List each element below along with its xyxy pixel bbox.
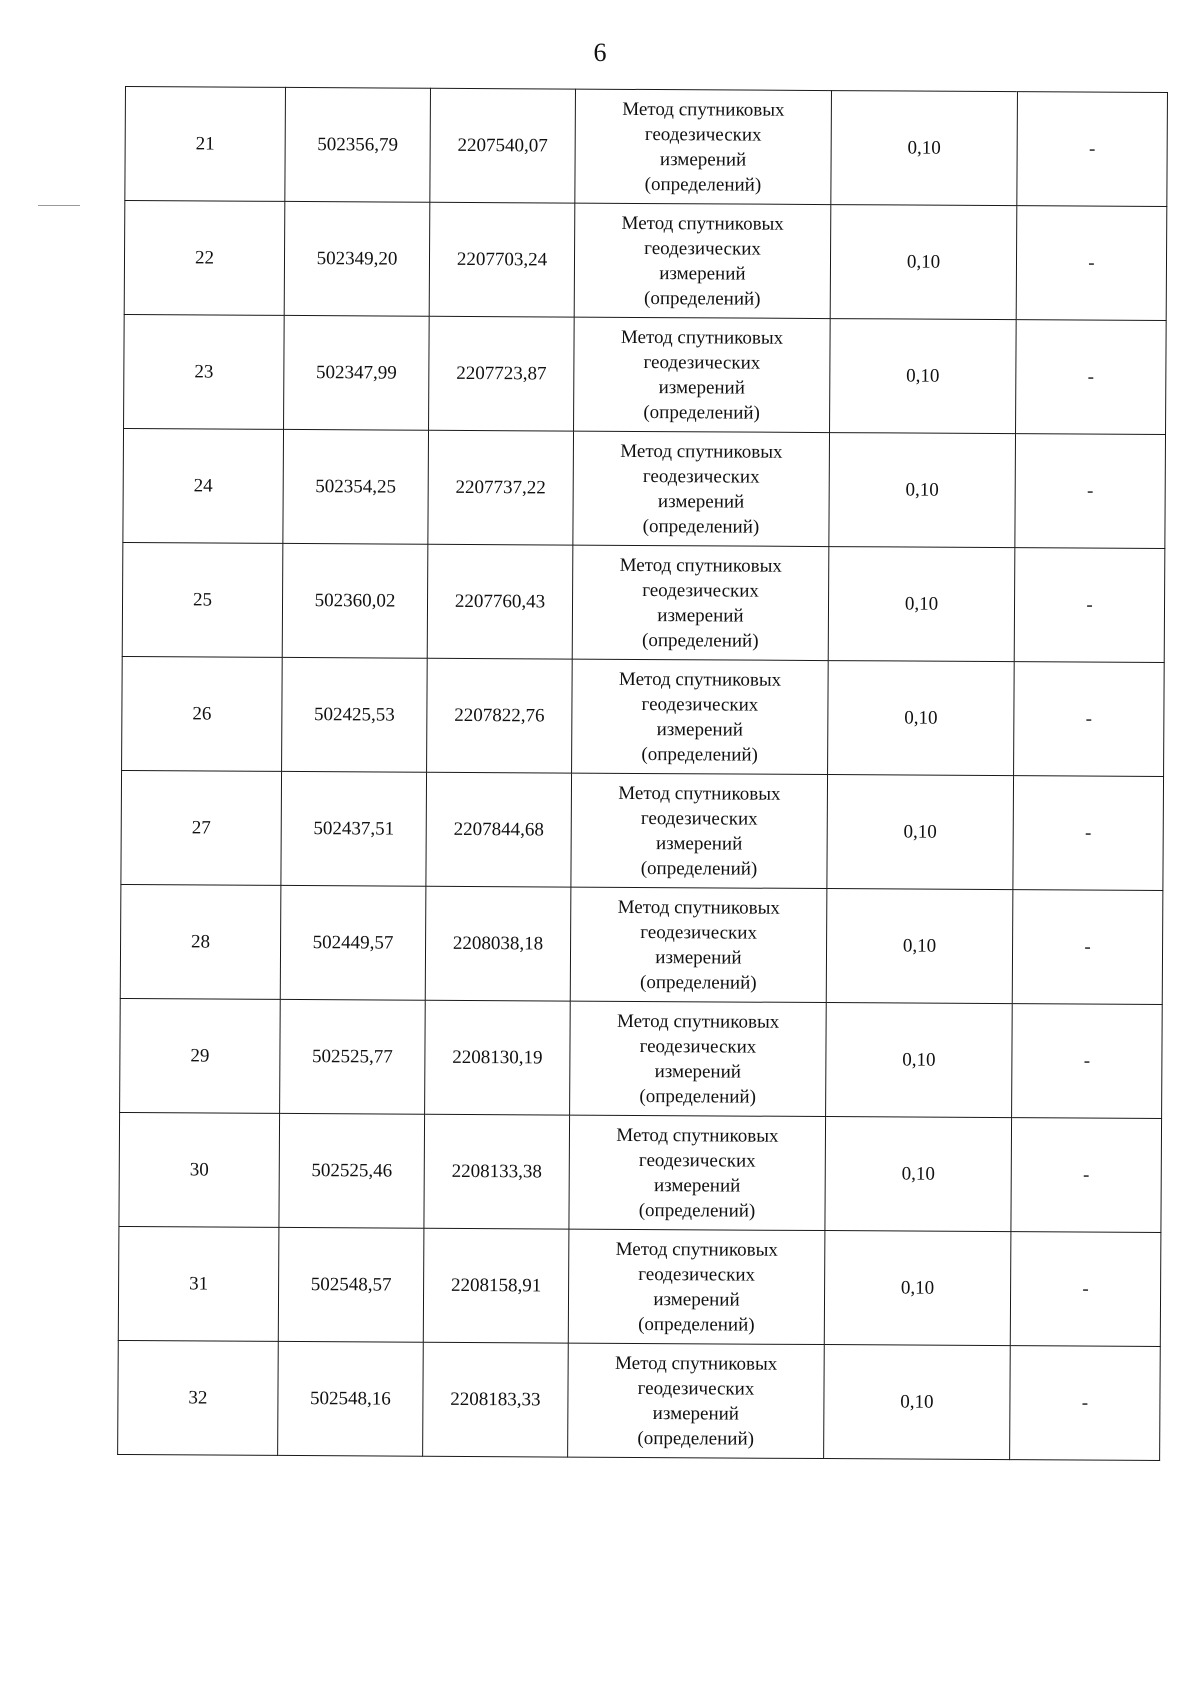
y-coordinate-cell: 2207822,76 [427, 658, 573, 773]
accuracy-cell: 0,10 [827, 775, 1014, 890]
accuracy-cell: 0,10 [828, 661, 1015, 776]
accuracy-cell: 0,10 [828, 547, 1015, 662]
method-line: (определений) [641, 743, 758, 766]
y-coordinate-cell: 2208158,91 [423, 1228, 569, 1343]
note-cell: - [1014, 548, 1165, 663]
method-line: измерений [656, 718, 744, 741]
method-cell [569, 1115, 826, 1230]
method-line: геодезических [640, 921, 758, 944]
method-line: (определений) [640, 857, 758, 880]
accuracy-cell: 0,10 [831, 91, 1018, 206]
y-coordinate-cell: 2208133,38 [424, 1114, 570, 1229]
method-line: Метод спутниковых [619, 554, 782, 577]
method-line: (определений) [639, 1085, 757, 1108]
method-line: измерений [652, 1402, 740, 1425]
method-line: геодезических [640, 807, 758, 830]
method-line: Метод спутниковых [620, 326, 784, 349]
method-cell [570, 1001, 827, 1116]
method-line: Метод спутниковых [618, 668, 782, 691]
y-coordinate-cell: 2207540,07 [430, 88, 576, 203]
method-line: геодезических [638, 1263, 756, 1286]
note-cell: - [1013, 776, 1164, 891]
note-cell: - [1015, 434, 1166, 549]
method-line: (определений) [640, 971, 757, 994]
accuracy-cell: 0,10 [824, 1231, 1011, 1346]
method-line: геодезических [639, 1035, 757, 1058]
table-row [121, 770, 1164, 890]
y-coordinate-cell: 2207737,22 [428, 430, 574, 545]
note-cell: - [1017, 92, 1168, 207]
coordinates-table-container [117, 86, 1167, 1461]
point-number-cell: 25 [122, 542, 283, 657]
method-line: (определений) [638, 1313, 755, 1336]
x-coordinate-cell: 502360,02 [282, 543, 428, 658]
point-number-cell: 27 [121, 770, 282, 885]
x-coordinate-cell: 502525,77 [280, 999, 426, 1114]
method-line: геодезических [638, 1149, 756, 1172]
table-row [118, 1226, 1161, 1346]
y-coordinate-cell: 2207703,24 [429, 202, 575, 317]
coordinates-table [117, 86, 1168, 1461]
x-coordinate-cell: 502347,99 [284, 315, 430, 430]
method-line: измерений [658, 376, 745, 399]
note-cell: - [1016, 206, 1167, 321]
method-line: измерений [653, 1288, 740, 1311]
method-line: геодезических [643, 351, 761, 374]
point-number-cell: 21 [125, 87, 286, 202]
table-row [120, 998, 1163, 1118]
method-line: Метод спутниковых [618, 782, 781, 805]
table-row [118, 1340, 1161, 1460]
method-cell [568, 1229, 825, 1344]
method-line: измерений [653, 1174, 741, 1197]
method-line: измерений [657, 604, 744, 627]
accuracy-cell: 0,10 [830, 205, 1017, 320]
method-line: (определений) [643, 287, 761, 310]
method-line: геодезических [637, 1377, 755, 1400]
method-cell [573, 431, 830, 546]
method-line: геодезических [644, 237, 761, 260]
x-coordinate-cell: 502354,25 [283, 429, 429, 544]
note-cell: - [1012, 1004, 1163, 1119]
point-number-cell: 28 [120, 884, 281, 999]
table-row [123, 428, 1166, 548]
method-line: измерений [659, 148, 747, 171]
method-line: (определений) [638, 1199, 756, 1222]
note-cell: - [1014, 662, 1165, 777]
method-line: измерений [654, 1060, 742, 1083]
method-line: геодезических [642, 579, 760, 602]
accuracy-cell: 0,10 [829, 433, 1016, 548]
coordinates-table-body [118, 87, 1168, 1461]
x-coordinate-cell: 502437,51 [281, 771, 427, 886]
method-line: (определений) [643, 401, 760, 424]
method-line: Метод спутниковых [622, 98, 785, 121]
note-cell: - [1010, 1232, 1161, 1347]
point-number-cell: 30 [119, 1112, 280, 1227]
note-cell: - [1016, 320, 1167, 435]
table-row [125, 87, 1168, 207]
accuracy-cell: 0,10 [830, 319, 1017, 434]
method-line: измерений [657, 490, 745, 513]
point-number-cell: 26 [122, 656, 283, 771]
method-cell [572, 545, 829, 660]
table-row [122, 542, 1165, 662]
table-row [119, 1112, 1162, 1232]
page-number: 6 [593, 38, 607, 67]
x-coordinate-cell: 502349,20 [284, 201, 430, 316]
method-line: Метод спутниковых [617, 896, 780, 919]
table-row [122, 656, 1165, 776]
table-row [124, 201, 1167, 321]
x-coordinate-cell: 502548,16 [278, 1341, 424, 1456]
accuracy-cell: 0,10 [826, 1003, 1013, 1118]
y-coordinate-cell: 2208130,19 [425, 1000, 571, 1115]
note-cell: - [1011, 1118, 1162, 1233]
x-coordinate-cell: 502525,46 [279, 1113, 425, 1228]
note-cell: - [1012, 890, 1163, 1005]
method-line: Метод спутниковых [621, 212, 784, 235]
point-number-cell: 32 [118, 1340, 279, 1455]
method-cell [572, 659, 829, 774]
table-row [124, 314, 1167, 434]
method-cell [574, 317, 831, 432]
method-line: (определений) [637, 1427, 755, 1450]
point-number-cell: 29 [120, 998, 281, 1113]
method-cell [574, 203, 831, 318]
accuracy-cell: 0,10 [825, 1117, 1012, 1232]
y-coordinate-cell: 2207844,68 [426, 772, 572, 887]
point-number-cell: 31 [118, 1226, 279, 1341]
method-line: (определений) [644, 173, 762, 196]
method-line: геодезических [641, 693, 759, 716]
accuracy-cell: 0,10 [824, 1345, 1011, 1460]
point-number-cell: 23 [124, 314, 285, 429]
method-cell [571, 773, 828, 888]
point-number-cell: 22 [124, 201, 285, 316]
note-cell: - [1010, 1346, 1161, 1461]
method-line: Метод спутниковых [614, 1352, 778, 1375]
scan-artifact-line [38, 205, 80, 206]
method-line: геодезических [642, 465, 760, 488]
method-cell [570, 887, 827, 1002]
method-line: Метод спутниковых [616, 1124, 779, 1147]
accuracy-cell: 0,10 [826, 889, 1013, 1004]
x-coordinate-cell: 502425,53 [282, 657, 428, 772]
method-line: (определений) [642, 515, 760, 538]
method-line: Метод спутниковых [620, 440, 783, 463]
x-coordinate-cell: 502548,57 [278, 1227, 424, 1342]
method-cell [575, 89, 832, 204]
method-line: Метод спутниковых [616, 1010, 780, 1033]
method-line: измерений [655, 946, 742, 969]
x-coordinate-cell: 502356,79 [285, 87, 431, 202]
method-line: измерений [659, 262, 746, 285]
x-coordinate-cell: 502449,57 [280, 885, 426, 1000]
point-number-cell: 24 [123, 428, 284, 543]
method-line: геодезических [644, 123, 762, 146]
y-coordinate-cell: 2208183,33 [423, 1342, 569, 1457]
method-line: измерений [655, 832, 743, 855]
method-line: Метод спутниковых [615, 1238, 778, 1261]
method-line: (определений) [641, 629, 759, 652]
y-coordinate-cell: 2208038,18 [425, 886, 571, 1001]
method-cell [568, 1343, 825, 1458]
table-row [120, 884, 1163, 1004]
y-coordinate-cell: 2207723,87 [429, 316, 575, 431]
y-coordinate-cell: 2207760,43 [427, 544, 573, 659]
